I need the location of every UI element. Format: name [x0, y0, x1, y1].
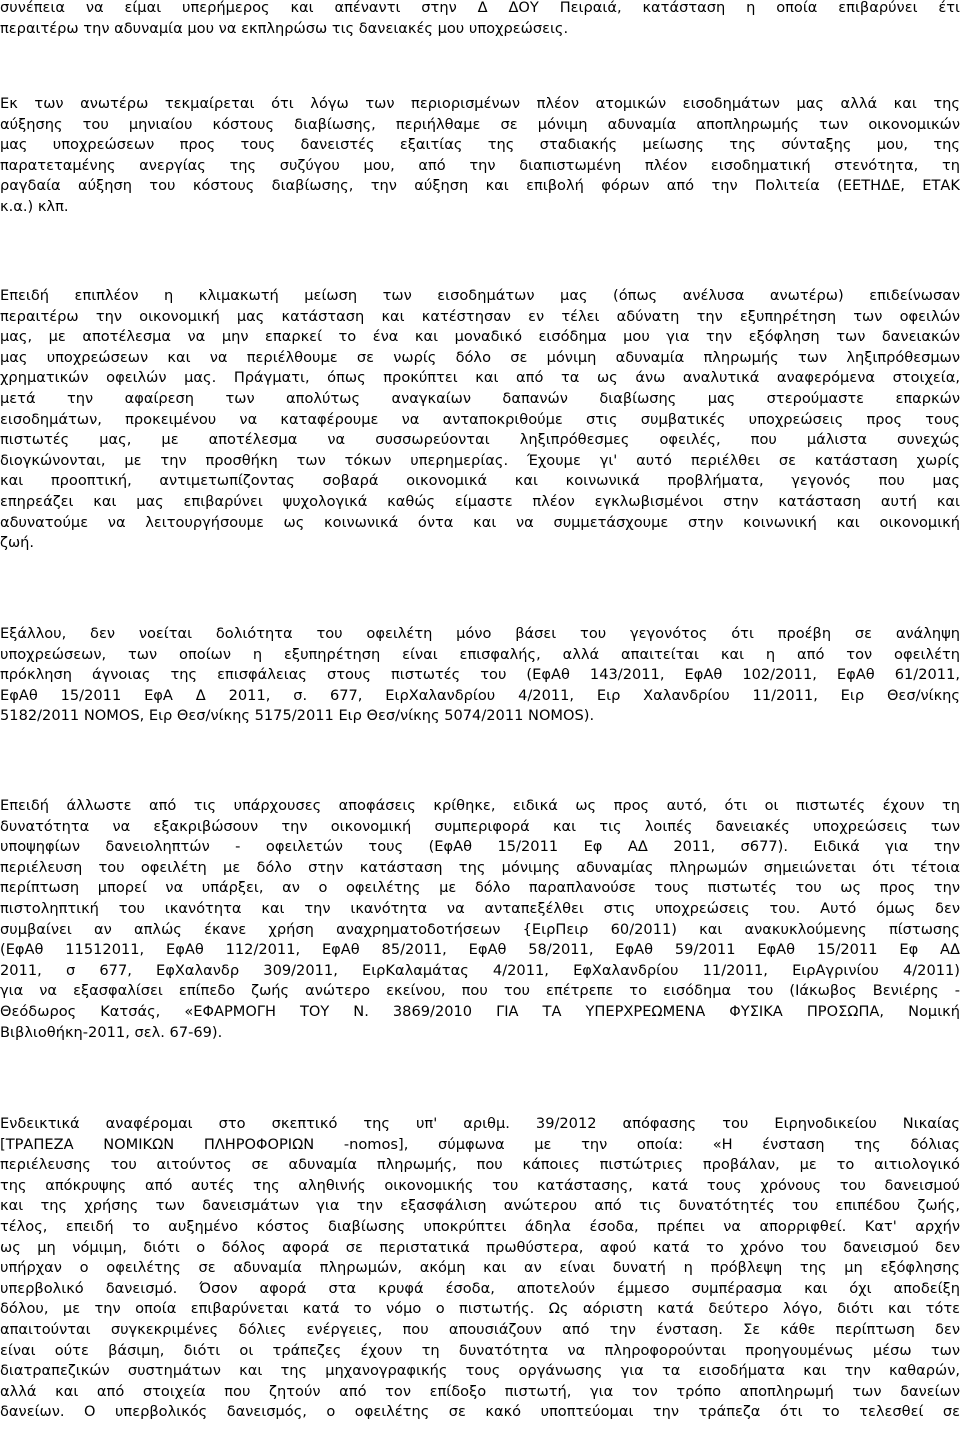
text-line: μας υποχρεώσεων προς τους δανειστές εξαιτίας της σταδιακής μείωσης της σύνταξης μου, της [0, 136, 960, 154]
text-line: περαιτέρω την αδυναμία μου να εκπληρώσω τις δανειακές μου υποχρεώσεις. [0, 19, 569, 37]
text-line: απαιτούνται συγκεκριμένες δόλιες ενέργειες, που απουσιάζουν από την ένσταση. Σε κάθε περίπτωση δεν [0, 1320, 960, 1338]
text-line: δυνατότητα να εξακριβώσουν την οικονομική συμπεριφορά και τις λοιπές δανειακές υποχρεώσεις των [0, 817, 960, 835]
text-line: δανείων. Ο υπερβολικός δανεισμός, ο οφειλέτης σε κακό υποπτεύομαι την τράπεζα ότι το τελεσθεί σε [0, 1403, 960, 1421]
text-line: περιέλευσης του αιτούντος σε αδυναμία πληρωμής, που κάποιες πιστώτριες προβάλαν, με το αιτιολογικό [0, 1156, 960, 1174]
text-line: [ΤΡΑΠΕΖΑ ΝΟΜΙΚΩΝ ΠΛΗΡΟΦΟΡΙΩΝ -nomos], σύμφωνα με την οποία: «Η ένσταση της δόλιας [0, 1135, 960, 1153]
text-line: διατραπεζικών συστημάτων και της μηχανογραφικής τους οργάνωσης για τα εισοδήματα και την καθαρών, [0, 1362, 960, 1380]
text-line: τέλος, επειδή το αυξημένο κόστος διαβίωσης υποκρύπτει άδηλα έσοδα, πρέπει να απορριφθεί. Κατ' αρχήν [0, 1217, 960, 1235]
text-line: πιστωτές μας, με αποτέλεσμα να συσσωρεύονται ληξιπρόθεσμες οφειλές, που μάλιστα συνεχώς [0, 431, 960, 449]
text-line: αδυνατούμε να λειτουργήσουμε ως κοινωνικά όντα και να συμμετάσχουμε στην κοινωνική και οικονομική [0, 513, 960, 531]
text-line: της απόκρυψης από αυτές της αληθινής οικονομικής του κατάστασης, κατά τους χρόνους του δανεισμού [0, 1176, 960, 1194]
text-line: 2011, σ 677, ΕφΧαλανδρ 309/2011, ΕιρΚαλαμάτας 4/2011, ΕφΧαλανδρίου 11/2011, ΕιρΑγρινίου 4/2011) [0, 961, 960, 979]
text-line: περίπτωση μπορεί να υπάρξει, αν ο οφειλέτης με δόλο παραπλανούσε τους πιστωτές του ως προς την [0, 879, 960, 897]
text-line: Επειδή άλλωστε από τις υπάρχουσες αποφάσεις κρίθηκε, ειδικά ως προς αυτό, ότι οι πιστωτές έχουν τη [0, 797, 960, 814]
text-line: κ.α.) κλπ. [0, 197, 69, 215]
text-line: ραγδαία αύξηση του κόστους διαβίωσης, την αύξηση και επιβολή φόρων από την Πολιτεία (ΕΕΤΗΔΕ, ΕΤΑΚ [0, 177, 960, 195]
text-line: εισοδημάτων, προκειμένου να καταφέρουμε να ανταποκριθούμε στις συμβατικές υποχρεώσεις προς τους [0, 410, 960, 428]
text-line: μας, με αποτέλεσμα να μην επαρκεί το ένα και μοναδικό εισόδημα μου για την εξόφληση των δανειακών [0, 328, 960, 346]
text-line: υποχρεώσεων, των οποίων η εξυπηρέτηση είναι επισφαλής, αλλά απαιτείται και η από τον οφειλέτη [0, 645, 960, 663]
text-line: μετά την αφαίρεση των απολύτως αναγκαίων δαπανών διαβίωσης μας στερούμαστε επαρκών [0, 389, 960, 407]
text-line: ζωή. [0, 534, 35, 552]
text-line: για να εξασφαλίσει επίπεδο ζωής ανώτερο εκείνου, που του επέτρεπε το εισόδημα του (Ιάκωβος Βενιέρης - [0, 982, 960, 1000]
text-line: 5182/2011 NOMOS, Ειρ Θεσ/νίκης 5175/2011 Ειρ Θεσ/νίκης 5074/2011 NOMOS). [0, 707, 595, 725]
paragraph-court-ruling [0, 1114, 960, 1423]
text-line: ΕφΑθ 15/2011 ΕφΑ Δ 2011, σ. 677, ΕιρΧαλανδρίου 4/2011, Ειρ Χαλανδρίου 11/2011, Ειρ Θεσ/νίκης [0, 686, 960, 704]
paragraph-income-reduction [0, 286, 960, 554]
text-line: Βιβλιοθήκη-2011, σελ. 67-69). [0, 1023, 223, 1041]
text-line: μας υποχρεώσεων και να περιέλθουμε σε νωρίς δόλο σε μόνιμη αδυναμία πληρωμής των ληξιπρόθεσμων [0, 348, 960, 366]
text-line: συμβαίνει αν απλώς έκανε χρήση αναχρηματοδοτήσεων {ΕιρΠειρ 60/2011) και ανακυκλούμενης πίστωσης [0, 920, 960, 938]
text-line: Επειδή επιπλέον η κλιμακωτή μείωση των εισοδημάτων μας (όπως ανέλυσα ανωτέρω) επιδείνωσαν [0, 287, 960, 304]
text-line: ως μη νόμιμη, διότι ο δόλος αφορά σε περιστατικά πρωθύστερα, αφού κατά το χρόνο του δανεισμού δεν [0, 1238, 960, 1256]
paragraph-creditor-verification [0, 796, 960, 1043]
text-line: αλλά και από στοιχεία που ζητούν από τον επίδοξο πιστωτή, για τον τρόπο αποπληρωμή των δανείων [0, 1382, 960, 1400]
paragraph-fraud-definition [0, 624, 960, 727]
paragraph-inability-conclusion [0, 94, 960, 218]
text-line: υπήρχαν ο οφειλέτης σε αδυναμία πληρωμών, ακόμη και αν είναι δυνατή η πρόβλεψη της μη εξόφλησης [0, 1259, 960, 1277]
text-line: Εκ των ανωτέρω τεκμαίρεται ότι λόγω των περιορισμένων πλέον ατομικών εισοδημάτων μας αλλά και της [0, 95, 960, 112]
text-line: είναι ούτε βάσιμη, διότι οι τράπεζες έχουν τη δυνατότητα να πληροφορούνται προηγουμένως μέσω των [0, 1341, 960, 1359]
text-line: πιστοληπτική του ικανότητα και την ικανότητα να ανταπεξέλθει στις υποχρεώσεις του. Αυτό όμως δεν [0, 899, 960, 917]
text-line: Θεόδωρος Κατσάς, «ΕΦΑΡΜΟΓΗ ΤΟΥ Ν. 3869/2010 ΓΙΑ ΤΑ ΥΠΕΡΧΡΕΩΜΕΝΑ ΦΥΣΙΚΑ ΠΡΟΣΩΠΑ, Νομική [0, 1002, 960, 1020]
paragraph-continuation [0, 0, 960, 39]
text-line: Ενδεικτικά αναφέρομαι στο σκεπτικό της υπ' αριθμ. 39/2012 απόφασης του Ειρηνοδικείου Νικαίας [0, 1115, 960, 1132]
text-line: πρόκληση άγνοιας της επισφάλειας στους πιστωτές του (ΕφΑθ 143/2011, ΕφΑθ 102/2011, ΕφΑθ 61/2011, [0, 666, 960, 684]
text-line: και προοπτική, αντιμετωπίζοντας σοβαρά οικονομικά και κοινωνικά προβλήματα, γεγονός που μας [0, 472, 960, 490]
text-line: υποψηφίων δανειοληπτών - οφειλετών τους (ΕφΑθ 15/2011 Εφ ΑΔ 2011, σ677). Ειδικά για την [0, 838, 960, 856]
text-line: διογκώνονται, με την προσθήκη των τόκων υπερημερίας. Έχουμε γι' αυτό περιέλθει σε κατάσταση χωρίς [0, 451, 960, 469]
text-line: παρατεταμένης ανεργίας της συζύγου μου, από την διαπιστωμένη πλέον εισοδηματική στενότητα, τη [0, 156, 960, 174]
text-line: περαιτέρω την οικονομική μας κατάσταση και κατέστησαν εν τέλει αδύνατη την εξυπηρέτηση των οφειλών [0, 307, 960, 325]
text-line: χρηματικών οφειλών μας. Πράγματι, όπως προκύπτει και από τα ως άνω αναλυτικά αναφερόμενα στοιχεία, [0, 369, 960, 387]
text-line: υπερβολικό δανεισμό. Όσον αφορά στα κρυφά έσοδα, αποτελούν έμμεσο συμπέρασμα και όχι αποδείξη [0, 1279, 960, 1297]
text-line: συνέπεια να είμαι υπερήμερος και απέναντι στην Δ ΔΟΥ Πειραιά, κατάσταση η οποία επιβαρύνει έτι [0, 0, 960, 16]
text-line: και της χρήσης των δανεισμάτων για την εξασφάλιση ανώτερου από τις δυνατότητές του επιπέδου ζωής, [0, 1197, 960, 1215]
text-line: αύξησης του μηνιαίου κόστους διαβίωσης, περιήλθαμε σε μόνιμη αδυναμία αποπληρωμής των οικονομικών [0, 115, 960, 133]
text-line: επηρεάζει και μας επιβαρύνει ψυχολογικά καθώς είμαστε πλέον εγκλωβισμένοι στην κατάσταση αυτή και [0, 492, 960, 510]
text-line: περιέλευση του οφειλέτη με δόλο στην κατάσταση της μόνιμης αδυναμίας πληρωμών σημειώνεται ότι τέτοια [0, 858, 960, 876]
text-line: δόλου, με την οποία επιβαρύνεται κατά το νόμο ο πιστωτής. Ως αόριστη κατά δεύτερο λόγο, διότι και τότε [0, 1300, 960, 1318]
text-line: Εξάλλου, δεν νοείται δολιότητα του οφειλέτη μόνο βάσει του γεγονότος ότι προέβη σε ανάληψη [0, 625, 960, 642]
text-line: (ΕφΑθ 11512011, ΕφΑθ 112/2011, ΕφΑθ 85/2011, ΕφΑθ 58/2011, ΕφΑθ 59/2011 ΕφΑθ 15/2011 Εφ ΑΔ [0, 941, 960, 959]
